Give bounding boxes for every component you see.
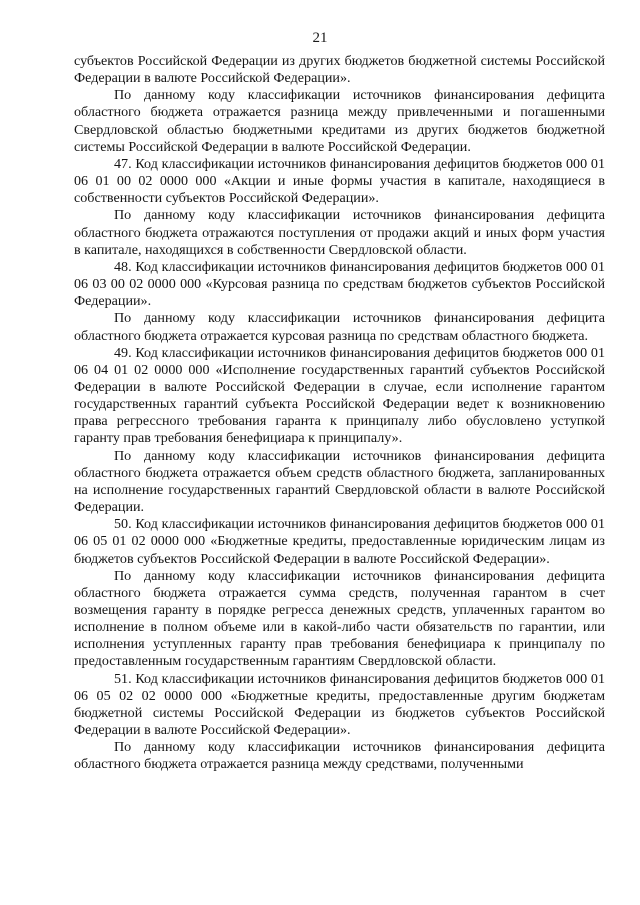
paragraph: По данному коду классификации источников финансирования дефицита областного бюджета отражается разница между средствами, полученными [74,739,605,773]
paragraph: 51. Код классификации источников финансирования дефицитов бюджетов 000 01 06 05 02 02 0000 000 «Бюджетные кредиты, предоставленные другим бюджетам бюджетной системы Российской Федерации из бюджетов субъектов Российской Федерации в валюте Российской Федерации». [74,670,605,739]
paragraph: 48. Код классификации источников финансирования дефицитов бюджетов 000 01 06 03 00 02 0000 000 «Курсовая разница по средствам бюджетов субъектов Российской Федерации». [74,258,605,310]
paragraph: 49. Код классификации источников финансирования дефицитов бюджетов 000 01 06 04 01 02 0000 000 «Исполнение государственных гарантий субъектов Российской Федерации в валюте Российской Федерации в случае, если исполнение гарантом государственных гарантий субъекта Российской Федерации ведет к возникновению права регрессного требования гаранта к принципалу либо обусловлено уступкой гаранту прав требования бенефициара к принципалу». [74,344,605,447]
paragraph: субъектов Российской Федерации из других бюджетов бюджетной системы Российской Федерации в валюте Российской Федерации». [74,53,605,87]
paragraph: По данному коду классификации источников финансирования дефицита областного бюджета отражается сумма средств, полученная гарантом в счет возмещения гаранту в порядке регресса денежных средств, уплаченных гарантом во исполнение в полном объеме или в какой-либо части обязательств по гарантии, или исполнения уступленных гаранту прав требования бенефициара к принципалу по предоставленным государственным гарантиям Свердловской области. [74,567,605,670]
paragraph: 47. Код классификации источников финансирования дефицитов бюджетов 000 01 06 01 00 02 0000 000 «Акции и иные формы участия в капитале, находящиеся в собственности субъектов Российской Федерации». [74,155,605,207]
page-number: 21 [312,30,328,46]
paragraph: По данному коду классификации источников финансирования дефицита областного бюджета отражаются поступления от продажи акций и иных форм участия в капитале, находящихся в собственности Свердловской области. [74,207,605,258]
paragraph: По данному коду классификации источников финансирования дефицита областного бюджета отражается курсовая разница по средствам областного бюджета. [74,310,605,344]
paragraph: 50. Код классификации источников финансирования дефицитов бюджетов 000 01 06 05 01 02 0000 000 «Бюджетные кредиты, предоставленные юридическим лицам из бюджетов субъектов Российской Федерации в валюте Российской Федерации». [74,516,605,567]
paragraph: По данному коду классификации источников финансирования дефицита областного бюджета отражается объем средств областного бюджета, запланированных на исполнение государственных гарантий Свердловской области в валюте Российской Федерации. [74,447,605,516]
document-body [74,53,605,774]
paragraph: По данному коду классификации источников финансирования дефицита областного бюджета отражается разница между привлеченными и погашенными Свердловской областью бюджетными кредитами из других бюджетов бюджетной системы Российской Федерации в валюте Российской Федерации. [74,87,605,155]
